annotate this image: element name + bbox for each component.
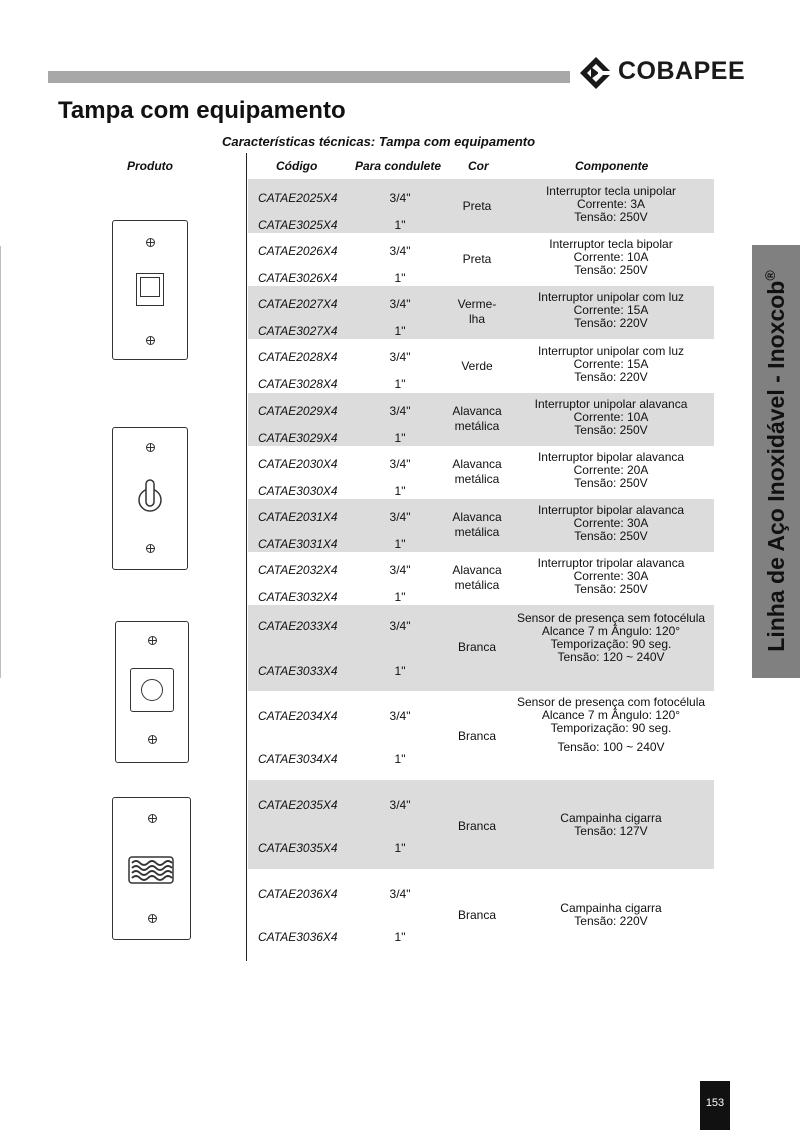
product-code: CATAE3032X4 [258,590,338,604]
condulete-size: 3/4" [389,619,411,633]
side-tab-label: Linha de Aço Inoxidável - Inoxcob [762,280,789,652]
table-row [248,869,714,958]
product-code: CATAE2028X4 [258,350,338,364]
color-cell [448,640,506,655]
component-line: Sensor de presença sem fotocélula [516,611,706,625]
condulete-size: 3/4" [389,350,411,364]
component-line: Interruptor tecla bipolar [549,237,673,251]
product-code: CATAE2029X4 [258,404,338,418]
component-cell [510,612,712,664]
component-line: Interruptor tripolar alavanca [537,556,685,570]
condulete-size: 1" [394,271,406,285]
product-code: CATAE2025X4 [258,191,338,205]
table-row [248,286,714,339]
table-row [248,691,714,780]
component-line: Corrente: 10A [573,410,649,424]
component-line: Corrente: 3A [576,197,646,211]
component-line: Tensão: 220V [574,914,648,928]
product-plate-sensor [115,621,189,763]
cobapee-logo-icon [578,55,614,91]
condulete-size: 1" [394,377,406,391]
product-code: CATAE2036X4 [258,887,338,901]
condulete-size: 1" [394,431,406,445]
color-text: metálica [454,525,500,539]
component-cell [510,451,712,490]
product-code: CATAE3030X4 [258,484,338,498]
component-cell [510,504,712,543]
page-title: Tampa com equipamento [58,97,346,124]
cobapee-logo [576,55,756,91]
condulete-size: 1" [394,841,406,855]
component-line: Tensão: 100 ~ 240V [557,740,665,754]
component-line: Campainha cigarra [560,901,662,915]
screw-icon [146,443,155,452]
component-line: Alcance 7 m Ângulo: 120° [541,624,681,638]
condulete-size: 3/4" [389,798,411,812]
product-code: CATAE3034X4 [258,752,338,766]
condulete-size: 1" [394,664,406,678]
product-plate-alavanca [112,427,188,570]
col-header-condulete: Para condulete [355,159,442,173]
registered-mark: ® [762,270,779,281]
color-text: Alavanca [452,457,502,471]
condulete-size: 3/4" [389,510,411,524]
screw-icon [148,636,157,645]
page-number: 153 [700,1081,730,1130]
rocker-switch-icon [136,273,164,306]
table-row [248,499,714,552]
condulete-size: 3/4" [389,457,411,471]
table-row [248,446,714,499]
color-text: Verme- [457,297,497,311]
color-cell [448,819,506,834]
component-cell [510,902,712,928]
component-cell [510,557,712,596]
component-line: Interruptor bipolar alavanca [537,503,685,517]
component-line: Tensão: 250V [574,529,648,543]
col-header-codigo: Código [276,159,318,173]
color-cell [448,297,506,327]
product-code: CATAE2031X4 [258,510,338,524]
component-line: Interruptor bipolar alavanca [537,450,685,464]
product-plate-tecla [112,220,188,360]
component-line: Tensão: 220V [574,370,648,384]
product-code: CATAE3026X4 [258,271,338,285]
screw-icon [148,914,157,923]
product-code: CATAE2030X4 [258,457,338,471]
component-line: Corrente: 30A [573,516,649,530]
color-text: Alavanca [452,404,502,418]
table-row [248,233,714,286]
color-text: Branca [457,729,497,743]
side-tab-text [762,270,790,651]
product-code: CATAE3031X4 [258,537,338,551]
color-text: Branca [457,908,497,922]
component-line: Sensor de presença com fotocélula [516,695,706,709]
product-code: CATAE2034X4 [258,709,338,723]
component-line: Corrente: 10A [573,250,649,264]
table-row [248,605,714,691]
component-line: Interruptor unipolar alavanca [534,397,688,411]
buzzer-grille-icon [128,856,174,884]
product-code: CATAE2026X4 [258,244,338,258]
component-line: Tensão: 250V [574,423,648,437]
component-cell [510,291,712,330]
component-line: Tensão: 250V [574,476,648,490]
component-line: Tensão: 250V [574,263,648,277]
product-code: CATAE2027X4 [258,297,338,311]
color-cell [448,252,506,267]
color-text: Alavanca [452,510,502,524]
color-cell [448,563,506,593]
component-line: Campainha cigarra [560,811,662,825]
screw-icon [146,544,155,553]
condulete-size: 3/4" [389,709,411,723]
component-line: Tensão: 120 ~ 240V [557,650,665,664]
component-line: Tensão: 250V [574,582,648,596]
column-divider [246,153,247,961]
component-line: Tensão: 250V [574,210,648,224]
component-cell [510,812,712,838]
component-line: Alcance 7 m Ângulo: 120° [541,708,681,722]
col-header-produto: Produto [127,159,173,173]
screw-icon [148,735,157,744]
table-row [248,179,714,233]
component-line: Corrente: 15A [573,357,649,371]
table-row [248,552,714,605]
condulete-size: 1" [394,324,406,338]
table-row [248,393,714,446]
color-text: Preta [462,199,492,213]
component-line: Interruptor unipolar com luz [537,344,685,358]
product-code: CATAE3027X4 [258,324,338,338]
product-code: CATAE2035X4 [258,798,338,812]
table-row [248,339,714,393]
condulete-size: 3/4" [389,563,411,577]
condulete-size: 1" [394,930,406,944]
product-code: CATAE3033X4 [258,664,338,678]
condulete-size: 3/4" [389,191,411,205]
col-header-cor: Cor [468,159,489,173]
condulete-size: 1" [394,752,406,766]
color-cell [448,457,506,487]
table-caption: Características técnicas: Tampa com equipamento [222,134,536,149]
component-cell [510,345,712,384]
product-code: CATAE2033X4 [258,619,338,633]
table-row [248,780,714,869]
color-text: metálica [454,419,500,433]
side-tab [752,245,800,678]
color-cell [448,510,506,540]
condulete-size: 3/4" [389,297,411,311]
brand-name: COBAPEE [618,57,746,85]
condulete-size: 1" [394,537,406,551]
screw-icon [146,336,155,345]
sensor-window-icon [130,668,174,712]
color-cell [448,359,506,374]
product-code: CATAE2032X4 [258,563,338,577]
condulete-size: 3/4" [389,404,411,418]
component-line: Corrente: 15A [573,303,649,317]
product-code: CATAE3029X4 [258,431,338,445]
product-code: CATAE3028X4 [258,377,338,391]
toggle-lever-icon [135,478,165,514]
product-code: CATAE3036X4 [258,930,338,944]
condulete-size: 1" [394,590,406,604]
color-cell [448,199,506,214]
component-line: Tensão: 127V [574,824,648,838]
color-cell [448,908,506,923]
component-line: Corrente: 30A [573,569,649,583]
header-bar [48,71,570,83]
color-text: Verde [461,359,493,373]
col-header-componente: Componente [575,159,649,173]
color-text: Branca [457,640,497,654]
component-line: Interruptor tecla unipolar [545,184,677,198]
condulete-size: 1" [394,484,406,498]
color-cell [448,404,506,434]
component-line: Temporização: 90 seg. [550,721,672,735]
component-cell [510,238,712,277]
condulete-size: 3/4" [389,244,411,258]
component-line: Tensão: 220V [574,316,648,330]
screw-icon [146,238,155,247]
color-text: Branca [457,819,497,833]
color-cell [448,729,506,744]
component-cell [510,185,712,224]
condulete-size: 3/4" [389,887,411,901]
color-text: metálica [454,578,500,592]
product-plate-campainha [112,797,191,940]
left-margin-rule [0,246,1,678]
color-text: Preta [462,252,492,266]
component-cell [510,398,712,437]
product-code: CATAE3025X4 [258,218,338,232]
color-text: metálica [454,472,500,486]
screw-icon [148,814,157,823]
color-text: lha [468,312,485,326]
component-line: Interruptor unipolar com luz [537,290,685,304]
product-code: CATAE3035X4 [258,841,338,855]
component-cell [510,696,712,754]
condulete-size: 1" [394,218,406,232]
component-line: Temporização: 90 seg. [550,637,672,651]
color-text: Alavanca [452,563,502,577]
component-line: Corrente: 20A [573,463,649,477]
